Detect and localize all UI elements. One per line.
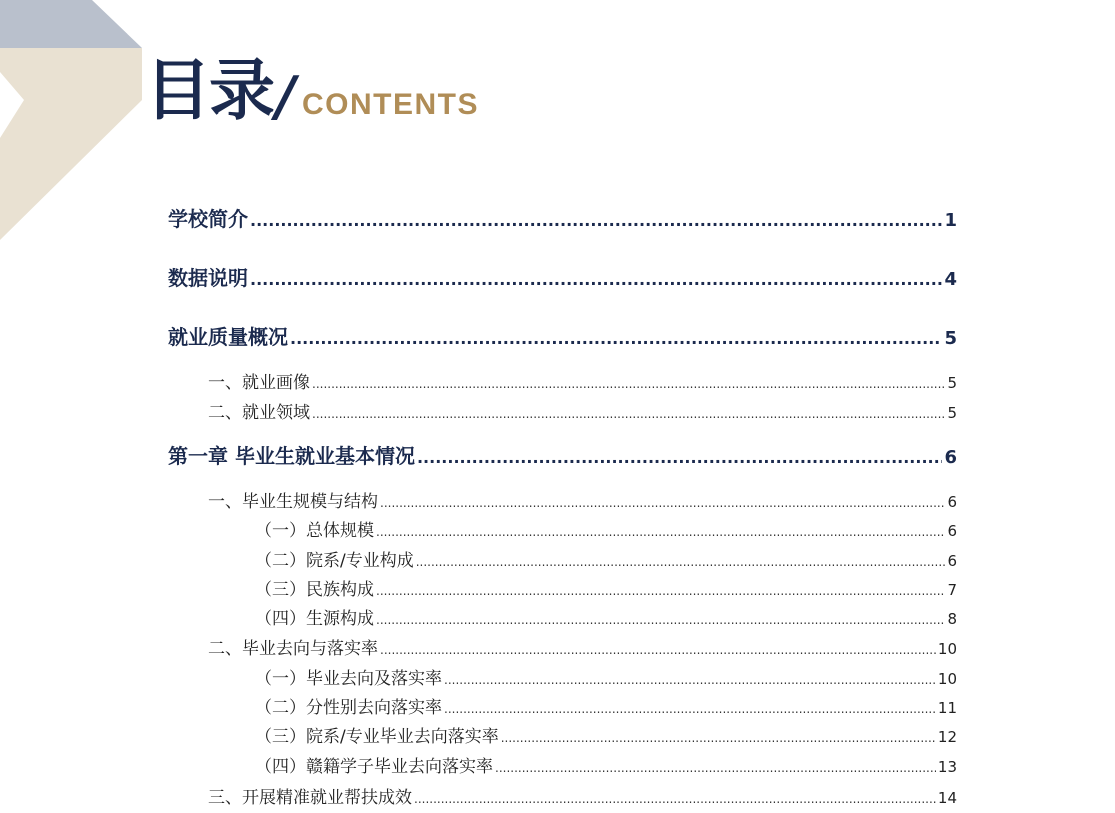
toc-entry[interactable] xyxy=(255,546,957,571)
toc-entry[interactable] xyxy=(208,783,957,808)
toc-entry-title: 第一章 毕业生就业基本情况 xyxy=(168,444,415,468)
title-slash: / xyxy=(276,65,296,128)
toc-entry-page: 11 xyxy=(937,699,957,717)
toc-entry-title: （三）民族构成 xyxy=(255,580,374,600)
toc-entry[interactable] xyxy=(255,575,957,600)
toc-entry[interactable] xyxy=(208,368,957,393)
toc-leader xyxy=(444,702,936,716)
toc-entry-title: （一）毕业去向及落实率 xyxy=(255,669,442,689)
toc-leader xyxy=(312,377,945,391)
toc-entry[interactable] xyxy=(255,664,957,689)
toc-leader xyxy=(495,761,936,775)
toc-entry-title: （一）总体规模 xyxy=(255,521,374,541)
page-subtitle: CONTENTS xyxy=(302,88,479,121)
toc-entry-page: 4 xyxy=(944,269,957,290)
toc-entry-page: 7 xyxy=(947,581,957,599)
toc-entry-title: 就业质量概况 xyxy=(168,325,288,349)
toc-entry-page: 13 xyxy=(937,758,957,776)
toc-entry-page: 6 xyxy=(944,447,957,468)
toc-entry-page: 10 xyxy=(937,640,957,658)
toc-entry-title: 二、毕业去向与落实率 xyxy=(208,639,378,659)
toc-leader xyxy=(376,525,945,539)
toc-entry-page: 5 xyxy=(944,328,957,349)
toc-entry-page: 12 xyxy=(937,728,957,746)
toc-entry[interactable] xyxy=(255,722,957,747)
toc-leader xyxy=(250,211,942,230)
toc-entry-page: 10 xyxy=(937,670,957,688)
toc-entry-title: （四）赣籍学子毕业去向落实率 xyxy=(255,757,493,777)
toc-entry-title: （二）院系/专业构成 xyxy=(255,551,414,571)
toc-leader xyxy=(380,643,936,657)
toc-entry-title: 学校简介 xyxy=(168,207,248,231)
toc-entry[interactable] xyxy=(255,604,957,629)
toc-leader xyxy=(414,792,936,806)
toc-entry-title: 三、开展精准就业帮扶成效 xyxy=(208,788,412,808)
toc-entry-title: （二）分性别去向落实率 xyxy=(255,698,442,718)
toc-leader xyxy=(250,270,942,289)
toc-leader xyxy=(376,613,945,627)
toc-leader xyxy=(501,731,936,745)
toc-leader xyxy=(417,448,943,467)
toc-entry-page: 14 xyxy=(937,789,957,807)
toc-entry[interactable] xyxy=(208,634,957,659)
toc-entry[interactable] xyxy=(255,752,957,777)
toc-entry[interactable] xyxy=(255,693,957,718)
toc-entry-page: 8 xyxy=(947,610,957,628)
toc-entry-page: 1 xyxy=(944,210,957,231)
toc-entry[interactable] xyxy=(168,262,957,291)
toc-entry[interactable] xyxy=(168,321,957,350)
toc-entry-title: （三）院系/专业毕业去向落实率 xyxy=(255,727,499,747)
toc-entry-title: 一、毕业生规模与结构 xyxy=(208,492,378,512)
toc-leader xyxy=(376,584,945,598)
toc-entry-page: 6 xyxy=(947,522,957,540)
toc-leader xyxy=(290,329,942,348)
toc-entry[interactable] xyxy=(208,398,957,423)
toc-entry[interactable] xyxy=(208,487,957,512)
toc-leader xyxy=(380,496,945,510)
toc-entry-title: 二、就业领域 xyxy=(208,403,310,423)
toc-entry-page: 6 xyxy=(947,493,957,511)
toc-entry-title: 一、就业画像 xyxy=(208,373,310,393)
toc-leader xyxy=(312,407,945,421)
toc-entry[interactable] xyxy=(168,203,957,232)
toc-entry-title: （四）生源构成 xyxy=(255,609,374,629)
toc-leader xyxy=(444,673,936,687)
toc-leader xyxy=(416,555,946,569)
page-title: 目录 xyxy=(145,52,273,129)
toc-entry-page: 5 xyxy=(947,404,957,422)
toc-entry[interactable] xyxy=(255,516,957,541)
toc-entry[interactable] xyxy=(168,440,957,469)
toc-entry-title: 数据说明 xyxy=(168,266,248,290)
toc-entry-page: 6 xyxy=(947,552,957,570)
toc-entry-page: 5 xyxy=(947,374,957,392)
